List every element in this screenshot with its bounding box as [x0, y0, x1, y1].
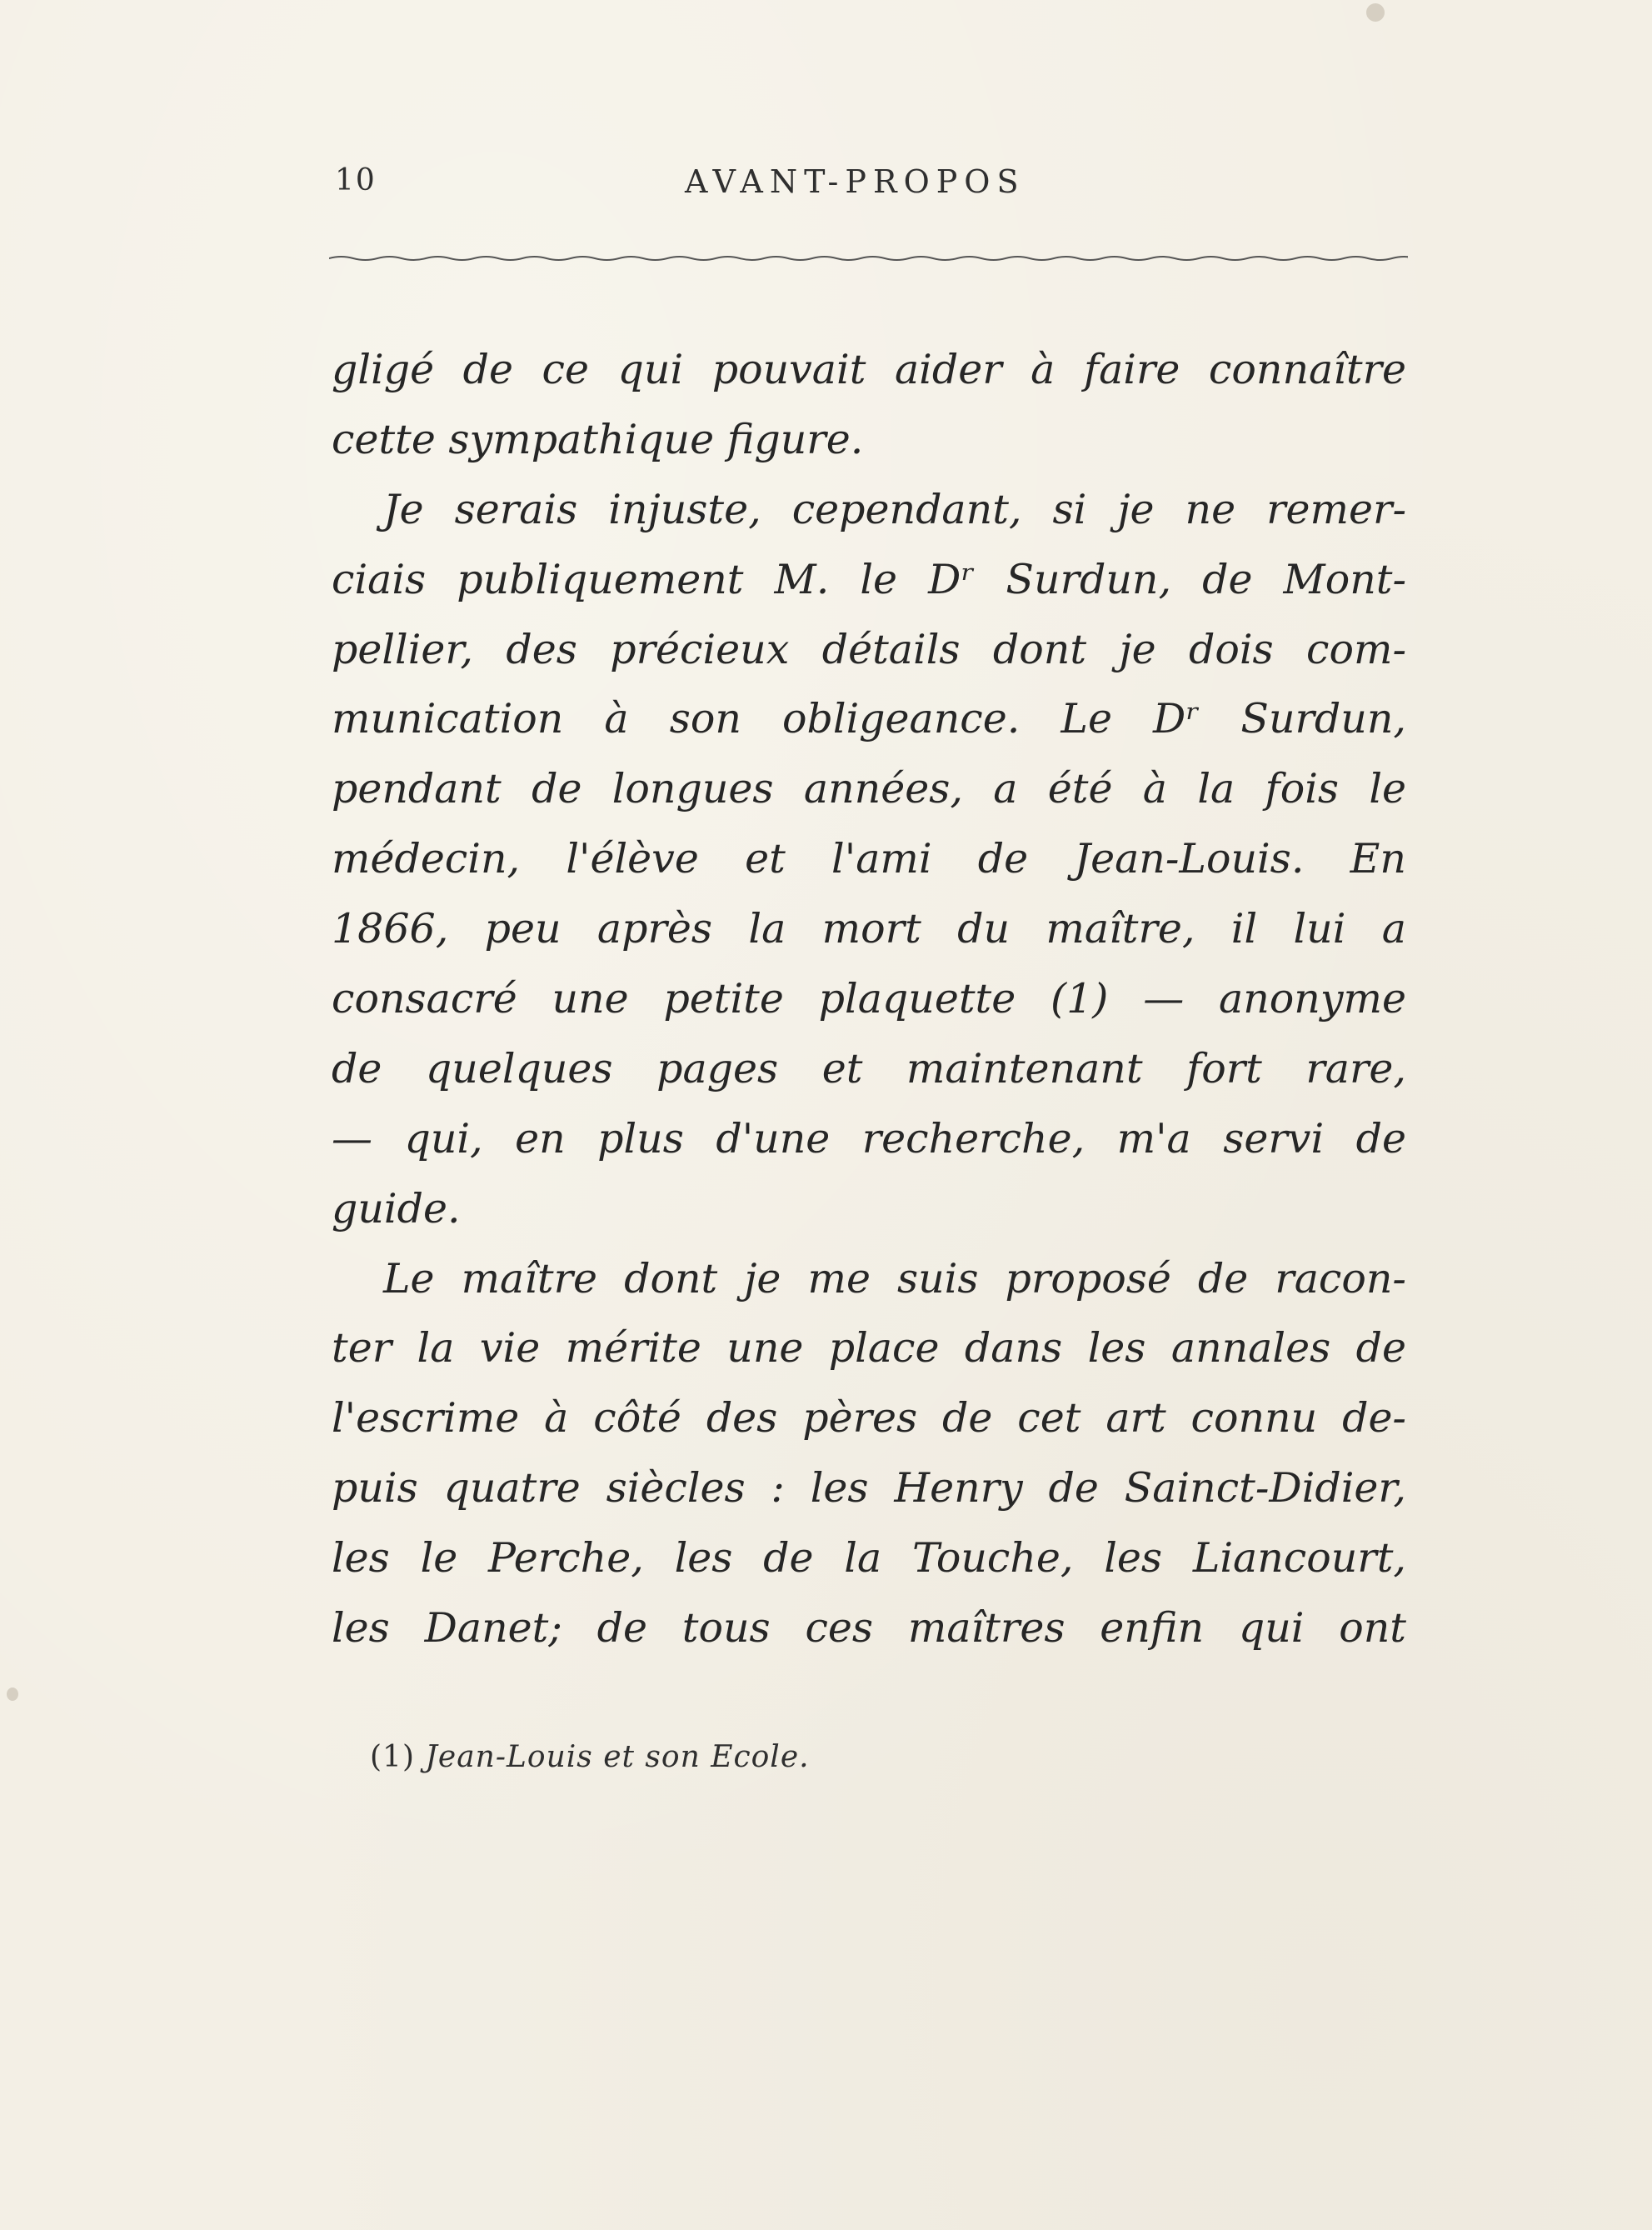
text-line: — qui, en plus d'une recherche, m'a servi de [332, 1114, 1406, 1162]
footnote-text: Jean-Louis et son Ecole. [425, 1740, 810, 1774]
text-line: ciais publiquement M. le Dʳ Surdun, de Mont- [332, 555, 1406, 603]
text-line: les Danet; de tous ces maîtres enfin qui ont [332, 1604, 1406, 1652]
text-line: pendant de longues années, a été à la fois le [332, 765, 1406, 813]
page-number: 10 [335, 163, 377, 198]
running-title: AVANT-PROPOS [685, 163, 1026, 200]
footnote-marker: (1) [370, 1740, 415, 1774]
running-header [335, 163, 1403, 205]
text-line: ter la vie mérite une place dans les annales de [332, 1324, 1406, 1372]
text-line: cette sympathique figure. [332, 415, 864, 463]
header-rule [329, 252, 1408, 264]
text-line: l'escrime à côté des pères de cet art connu de- [332, 1394, 1406, 1442]
text-line: consacré une petite plaquette (1) — anonyme [332, 975, 1406, 1023]
text-line: gligé de ce qui pouvait aider à faire connaître [332, 346, 1406, 393]
text-line: médecin, l'élève et l'ami de Jean-Louis. En [332, 835, 1406, 883]
footnote [370, 1740, 810, 1774]
text-line: les le Perche, les de la Touche, les Liancourt, [332, 1534, 1406, 1582]
text-line: Le maître dont je me suis proposé de racon- [383, 1254, 1406, 1302]
paper-spot [1366, 3, 1385, 22]
text-line: guide. [332, 1184, 461, 1232]
text-line: munication à son obligeance. Le Dʳ Surdun, [332, 695, 1406, 743]
body-text [332, 335, 1406, 1663]
text-line: Je serais injuste, cependant, si je ne remer- [383, 485, 1406, 533]
text-line: pellier, des précieux détails dont je dois com- [332, 625, 1406, 673]
paper-spot [7, 1688, 18, 1701]
text-line: 1866, peu après la mort du maître, il lui a [332, 905, 1406, 953]
text-line: puis quatre siècles : les Henry de Sainct-Didier, [332, 1464, 1406, 1512]
text-line: de quelques pages et maintenant fort rare, [332, 1044, 1406, 1092]
